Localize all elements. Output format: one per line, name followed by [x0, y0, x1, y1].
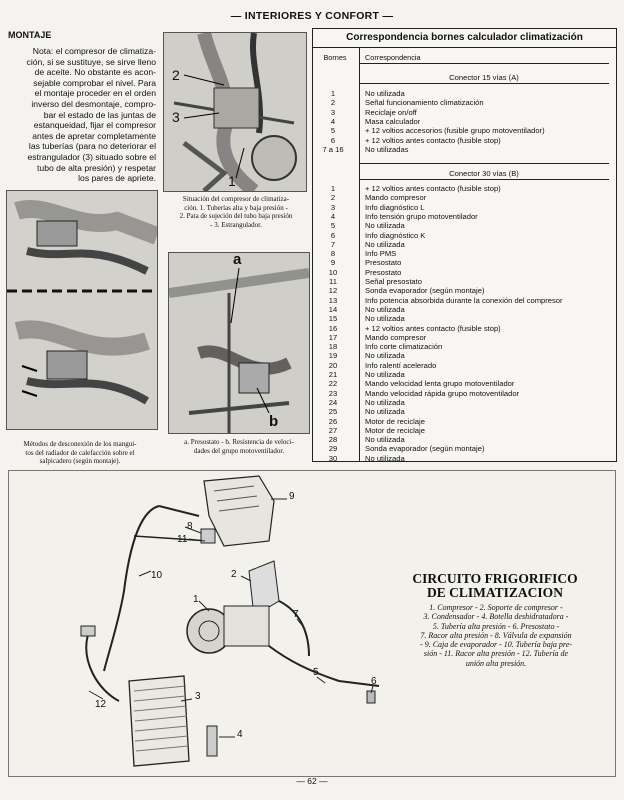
hose-photo-drawing: [7, 191, 157, 429]
borne-number: 1: [330, 184, 336, 193]
callout-8: 8: [187, 521, 193, 532]
caption-line: Situación del compresor de climatiza-: [182, 195, 290, 203]
table-title: Correspondencia bornes calculador climatización: [313, 29, 616, 48]
section-heading-15: Conector 15 vías (A): [449, 73, 519, 82]
borne-description: Info PMS: [365, 249, 397, 259]
callout-3: 3: [195, 691, 201, 702]
borne-description: Sonda evaporador (según montaje): [365, 444, 485, 454]
borne-number: 7: [330, 239, 336, 249]
photo-label-1: 1: [228, 173, 236, 189]
borne-number: 18: [328, 342, 338, 352]
borne-description: No utilizada: [365, 314, 405, 324]
table-row: [313, 108, 616, 117]
borne-description: Motor de reciclaje: [365, 425, 425, 435]
table-row: [313, 389, 616, 398]
caption-line: Métodos de desconexión de los mangui-: [23, 440, 137, 448]
borne-number: 21: [328, 370, 338, 379]
table-row: [313, 277, 616, 286]
caption-line: a. Presostato - b. Resistencia de veloci-: [184, 438, 294, 446]
caption-line: dades del grupo motoventilador.: [193, 446, 285, 455]
montaje-line: tubo de alta presión) y respetar: [37, 162, 156, 173]
borne-description: Presostato: [365, 267, 402, 277]
montaje-line: las tuberías (para no deteriorar el: [28, 141, 156, 152]
borne-description: No utilizada: [365, 351, 405, 361]
montaje-paragraph: [6, 46, 156, 184]
borne-description: No utilizada: [365, 221, 405, 231]
circuit-title-line: DE CLIMATIZACION: [427, 585, 563, 600]
montaje-line: estanqueidad, fijar el compresor: [33, 120, 156, 131]
legend-line: 3. Condensador - 4. Botella deshidratadora -: [423, 612, 569, 622]
borne-description: No utilizada: [365, 89, 405, 98]
table-row: [313, 370, 616, 379]
montaje-line: antes de apretar completamente: [32, 130, 156, 141]
page-header: — INTERIORES Y CONFORT —: [230, 10, 394, 22]
table-row: [313, 221, 616, 230]
callout-9: 9: [289, 491, 295, 502]
borne-number: 12: [328, 286, 338, 296]
table-row: [313, 454, 616, 463]
borne-description: No utilizada: [365, 239, 405, 249]
borne-description: + 12 voltios antes contacto (fusible stop): [365, 135, 501, 145]
montaje-line: bar el estado de las juntas de: [43, 109, 156, 120]
borne-number: 24: [328, 397, 338, 407]
borne-description: Mando compresor: [365, 332, 427, 342]
borne-description: Info diagnóstico K: [365, 230, 426, 240]
borne-number: 2: [330, 193, 336, 203]
table-row: [313, 212, 616, 221]
borne-number: 5: [330, 126, 336, 136]
montaje-line: los pares de apriete.: [78, 173, 156, 184]
table-row: [313, 342, 616, 351]
circuit-title-line: CIRCUITO FRIGORIFICO: [412, 571, 578, 586]
montaje-line: inverso del desmontaje, compro-: [31, 98, 156, 109]
connector-table: [312, 28, 617, 462]
borne-number: 22: [328, 379, 338, 389]
borne-number: 3: [330, 202, 336, 212]
legend-line: 5. Tubería alta presión - 6. Presostato -: [432, 621, 560, 631]
table-row: [313, 426, 616, 435]
borne-description: Masa calculador: [365, 116, 421, 126]
table-row: [313, 444, 616, 453]
section-rule: [359, 179, 609, 180]
table-row: [313, 398, 616, 407]
legend-line: 7. Racor alta presión - 8. Válvula de expansión: [420, 630, 572, 640]
table-row: [313, 407, 616, 416]
borne-number: 11: [329, 277, 337, 286]
photo-label-2: 2: [172, 67, 180, 83]
montaje-line: el montaje proceder en el orden: [34, 88, 156, 99]
callout-10: 10: [151, 570, 163, 581]
table-row: [313, 417, 616, 426]
photo-label-3: 3: [172, 109, 180, 125]
borne-number: 14: [328, 304, 338, 314]
compressor-photo-drawing: [164, 33, 306, 191]
legend-line: sión - 11. Racor alta presión - 12. Tubería de: [423, 649, 569, 659]
borne-description: Señal funcionamiento climatización: [365, 98, 484, 108]
table-row: [313, 184, 616, 193]
borne-number: 6: [330, 230, 336, 240]
borne-number: 4: [330, 211, 336, 221]
borne-number: 8: [330, 249, 336, 259]
borne-number: 9: [330, 258, 336, 268]
photo-label-b: b: [269, 413, 279, 430]
borne-number: 3: [330, 107, 336, 117]
table-row: [313, 296, 616, 305]
borne-number: 7 a 16: [322, 144, 344, 154]
compressor-photo-caption: [166, 195, 306, 229]
callout-1: 1: [193, 594, 199, 605]
table-row: [313, 379, 616, 388]
borne-number: 28: [328, 435, 338, 445]
montaje-line: sejable comprobar el nivel. Para: [33, 77, 156, 88]
borne-description: Reciclaje on/off: [365, 107, 417, 117]
borne-number: 30: [328, 453, 338, 463]
callout-12: 12: [95, 699, 107, 710]
borne-description: No utilizada: [365, 453, 405, 463]
borne-description: Presostato: [365, 258, 402, 268]
pressostat-photo-caption: [170, 438, 308, 455]
caption-line: tos del radiador de calefacción sobre el: [25, 448, 135, 457]
table-row: [313, 305, 616, 314]
borne-description: + 12 voltios antes contacto (fusible stop): [365, 184, 501, 193]
table-row: [313, 136, 616, 145]
borne-description: Motor de reciclaje: [365, 416, 425, 426]
legend-line: - 9. Caja de evaporador - 10. Tubería baja pre-: [420, 640, 572, 650]
table-row: [313, 203, 616, 212]
montaje-line: Nota: el compresor de climatiza-: [32, 46, 156, 56]
table-row: [313, 258, 616, 267]
borne-description: No utilizada: [365, 304, 405, 314]
borne-description: No utilizadas: [365, 144, 409, 154]
photo-label-a: a: [233, 252, 242, 268]
borne-number: 6: [330, 135, 336, 145]
circuit-title: [380, 572, 610, 600]
section-rule: [359, 63, 609, 64]
borne-number: 4: [330, 116, 336, 126]
callout-6: 6: [371, 676, 377, 687]
table-row: [313, 145, 616, 154]
borne-description: No utilizada: [365, 370, 405, 379]
table-row: [313, 314, 616, 323]
table-row: [313, 435, 616, 444]
section-heading-30: Conector 30 vías (B): [449, 169, 519, 178]
borne-number: 27: [328, 425, 338, 435]
borne-description: Info ralentí acelerado: [365, 360, 437, 370]
borne-number: 29: [328, 444, 338, 454]
table-row: [313, 231, 616, 240]
page-number: — 62 —: [296, 776, 328, 786]
borne-description: Mando velocidad rápida grupo motoventilador: [365, 388, 520, 398]
table-row: [313, 268, 616, 277]
section-rule: [359, 83, 609, 84]
hose-disconnection-photo: [6, 190, 158, 430]
table-row: [313, 126, 616, 135]
table-row: [313, 193, 616, 202]
table-row: [313, 351, 616, 360]
borne-description: No utilizada: [365, 397, 405, 407]
circuit-legend: [386, 603, 606, 668]
borne-description: Mando velocidad lenta grupo motoventilador: [365, 379, 515, 389]
borne-description: Info diagnóstico L: [365, 202, 425, 212]
borne-description: Info tensión grupo motoventilador: [365, 211, 478, 221]
caption-line: salpicadero (según montaje).: [39, 457, 121, 465]
borne-number: 15: [328, 314, 338, 324]
montaje-line: de aceite. No obstante es acon-: [34, 67, 156, 78]
borne-description: Info potencia absorbida durante la conexión del compresor: [365, 295, 563, 305]
caption-line: 2. Pata de sujeción del tubo baja presión: [179, 212, 293, 220]
compressor-location-photo: [163, 32, 307, 192]
borne-number: 1: [330, 89, 336, 98]
table-row: [313, 89, 616, 98]
table-row: [313, 324, 616, 333]
callout-2: 2: [231, 569, 237, 580]
montaje-heading: MONTAJE: [8, 30, 52, 40]
pressostat-photo-drawing: [169, 253, 309, 433]
borne-number: 17: [328, 332, 338, 342]
borne-description: Sonda evaporador (según montaje): [365, 286, 485, 296]
table-row: [313, 249, 616, 258]
borne-description: + 12 voltios accesorios (fusible grupo motoventilador): [365, 126, 545, 136]
hose-photo-caption: [4, 440, 156, 466]
borne-number: 25: [328, 407, 338, 417]
montaje-line: estrangulador (3) situado sobre el: [27, 151, 156, 162]
callout-7: 7: [293, 609, 299, 620]
callout-11: 11: [177, 534, 188, 545]
borne-number: 19: [328, 351, 338, 361]
borne-number: 26: [328, 416, 338, 426]
callout-5: 5: [313, 667, 319, 678]
borne-description: Mando compresor: [365, 193, 427, 203]
borne-number: 5: [330, 221, 336, 231]
callout-4: 4: [237, 729, 243, 740]
section-rule: [359, 163, 609, 164]
caption-line: - 3. Estrangulador.: [210, 220, 262, 229]
borne-number: 2: [330, 98, 336, 108]
borne-description: No utilizada: [365, 435, 405, 445]
borne-description: Info corte climatización: [365, 342, 443, 352]
table-row: [313, 98, 616, 107]
borne-description: + 12 voltios antes contacto (fusible stop): [365, 323, 501, 333]
column-header-bornes: Bornes: [323, 53, 347, 62]
montaje-line: ción, si se sustituye, se sirve lleno: [26, 56, 156, 67]
borne-description: No utilizada: [365, 407, 405, 417]
legend-line: unión alta presión.: [465, 658, 527, 668]
legend-line: 1. Compresor - 2. Soporte de compresor -: [429, 603, 563, 612]
borne-number: 23: [328, 388, 338, 398]
borne-number: 16: [328, 323, 338, 333]
table-row: [313, 333, 616, 342]
borne-description: Señal presostato: [365, 277, 422, 286]
column-header-correspondencia: Correspondencia: [365, 53, 421, 62]
pressostat-photo: [168, 252, 310, 434]
table-row: [313, 117, 616, 126]
caption-line: ción. 1. Tuberías alta y baja presión -: [184, 203, 288, 212]
borne-number: 13: [328, 295, 338, 305]
borne-number: 20: [328, 360, 338, 370]
table-row: [313, 286, 616, 295]
table-row: [313, 240, 616, 249]
borne-number: 10: [328, 267, 338, 277]
table-row: [313, 361, 616, 370]
